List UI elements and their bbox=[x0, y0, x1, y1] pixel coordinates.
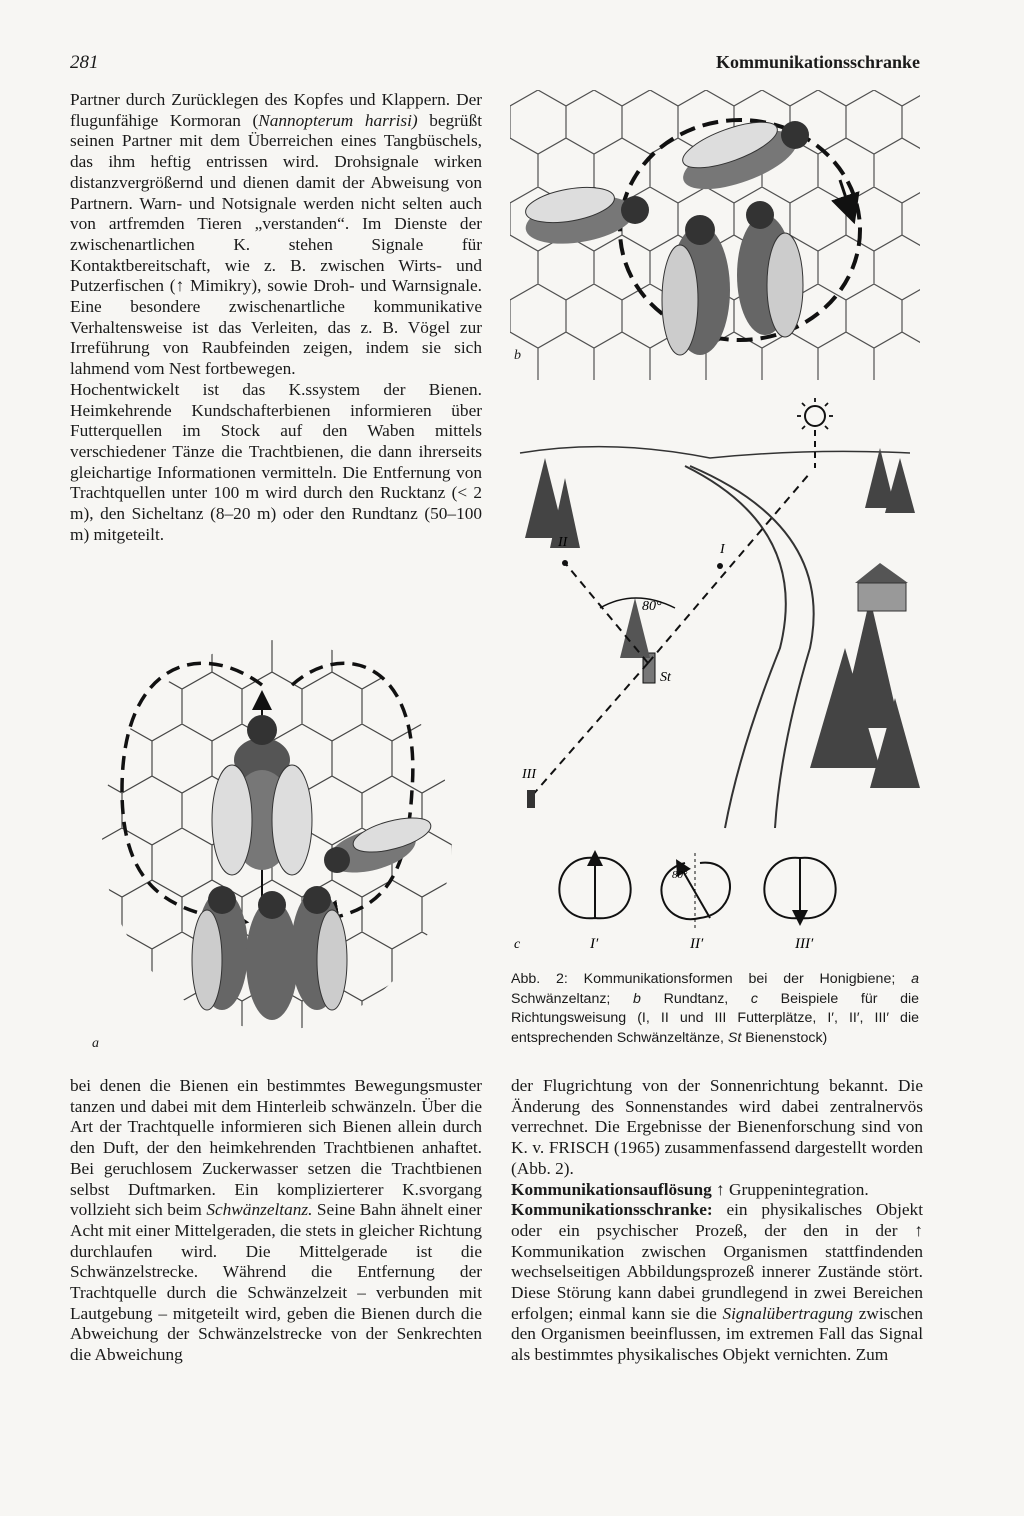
text-run: begrüßt seinen Partner mit dem Überreichen eines Tangbüschels, das ihm heftig entrissen wird. Drohsignale wirken distanzvergrößernd und dienen damit der Abweisung von Partnern. Warn- und Notsignale werden nicht selten auch von artfremden Tieren „verstanden“. Im Dienste der zwischenartlichen K. stehen Signale für Kontaktbereitschaft, wie z. B. zwischen Wirts- und Putzerfischen (↑ Mimikry), sowie Droh- und Warnsignale. Eine besondere zwischenartliche kommunikative Verhaltensweise ist das Verleiten, das z. B. Vögel zur Irreführung von Raubfeinden zeigen, indem sie sich lahmend vom Nest fortbewegen. bbox=[70, 110, 483, 379]
page-number: 281 bbox=[70, 52, 99, 73]
tree-icon bbox=[525, 458, 580, 548]
figure-landscape bbox=[510, 398, 920, 838]
figure-caption bbox=[511, 970, 919, 1048]
tree-icon bbox=[865, 448, 915, 513]
figure-waggle-dance bbox=[92, 620, 462, 1050]
panel-label-c: c bbox=[514, 937, 521, 952]
text-run: bei denen die Bienen ein bestimmtes Bewegungsmuster tanzen und dabei mit dem Hinterleib schwänzeln. Über die Art der Trachtquelle informieren sich Bienen allein durch den Duft, der den heimkehrenden Trachtbienen anhaftet. Bei geruchlosem Zuckerwasser setzen die Trachtbienen selbst Duftmarken. Ein komplizierterer K.svorgang vollzieht sich beim bbox=[70, 1076, 482, 1220]
text-run: Partner durch Zurücklegen des Kopfes und Klappern. Der flugunfähige Kormoran ( bbox=[70, 90, 482, 130]
angle-label: 80° bbox=[642, 599, 662, 614]
paragraph: der Flugrichtung von der Sonnenrichtung bekannt. Die Änderung des Sonnenstandes wird dabei zentralnervös verrechnet. Die Ergebnisse der Bienenforschung sind von K. v. FRISCH (1965) zusammenfassend dargestellt worden (Abb. 2). bbox=[511, 1076, 923, 1178]
column-left-bottom bbox=[70, 1076, 482, 1366]
text-run: Beispiele für die Richtungsweisung (I, II und III Futterplätze, I′, II′, III′ die entsprechenden Schwänzeltänze, bbox=[511, 990, 920, 1046]
dance-diagram bbox=[764, 858, 835, 919]
route-label: II bbox=[558, 535, 568, 550]
italic-text: Schwänzeltanz. bbox=[206, 1200, 313, 1220]
column-left-top bbox=[70, 90, 482, 545]
figure-dance-diagrams bbox=[510, 848, 920, 958]
text-run: Seine Bahn ähnelt einer Acht mit einer Mittelgeraden, die stets in gleicher Richtung durchlaufen wird. Die Mittelgerade ist die Schwänzelstrecke. Während die Entfernung der Trachtquelle durch die Schwänzelzeit – verbunden mit Lautgebung – mitgeteilt wird, geben die Bienen durch die Abweichung der Schwänzelstrecke von der Senkrechten die Abweichung bbox=[70, 1200, 482, 1365]
tree-icon bbox=[810, 598, 920, 788]
text-run: Rundtanz, bbox=[640, 990, 751, 1007]
dance-diagram bbox=[559, 858, 630, 919]
figure-round-dance bbox=[510, 90, 920, 390]
hut-icon bbox=[855, 563, 908, 611]
column-right-bottom bbox=[511, 1076, 923, 1366]
panel-label-b: b bbox=[514, 348, 521, 363]
paragraph bbox=[70, 90, 482, 380]
text-run: zwischen den Organismen beeinflussen, im extremen Fall das Signal als bestimmtes physikalisches Objekt vernichten. Zum bbox=[511, 1303, 923, 1365]
italic-text: St bbox=[727, 1029, 742, 1046]
paragraph: Hochentwickelt ist das K.ssystem der Bienen. Heimkehrende Kundschafterbienen informieren über Futterquellen im Stock auf den Waben mittels verschiedener Tänze die Trachtbienen, die dann ihrerseits gleichartige Informationen vermitteln. Die Entfernung von Trachtquellen unter 100 m wird durch den Rucktanz (< 2 m), den Sicheltanz (8–20 m) oder den Rundtanz (50–100 m) mitgeteilt. bbox=[70, 379, 482, 544]
paragraph bbox=[511, 1200, 923, 1366]
bold-term: Kommunikationsauflösung bbox=[511, 1179, 712, 1199]
dance-label: II′ bbox=[690, 936, 704, 952]
running-head: Kommunikationsschranke bbox=[715, 52, 920, 72]
text-run: ein physikalisches Objekt oder ein psychischer Prozeß, der den in der ↑ Kommunikation zwischen Organismen stattfindenden wechselseitigen Abbildungsprozeß innerer Zustände stört. Diese Störung kann dabei grundlegend in zwei Bereichen erfolgen; einmal kann sie die bbox=[511, 1200, 923, 1323]
dance-angle-label: 80° bbox=[672, 869, 688, 881]
paragraph bbox=[511, 1180, 923, 1201]
bee-group-icon bbox=[192, 886, 347, 1020]
text-run: Abb. 2: Kommunikationsformen bei der Honigbiene; bbox=[511, 971, 912, 987]
route-label: III bbox=[522, 767, 536, 782]
italic-text: Signalübertragung bbox=[722, 1303, 854, 1323]
route-label: I bbox=[720, 542, 725, 557]
text-run: Bienenstock) bbox=[741, 1029, 828, 1046]
italic-text: a bbox=[911, 971, 919, 987]
dance-label: I′ bbox=[590, 936, 599, 952]
hive-label: St bbox=[660, 670, 671, 685]
sun-icon bbox=[797, 398, 833, 434]
dance-diagram bbox=[661, 853, 730, 928]
bold-term: Kommunikationsschranke: bbox=[511, 1200, 713, 1220]
text-run: Schwänzeltanz; bbox=[511, 990, 634, 1007]
italic-text: c bbox=[750, 990, 758, 1007]
paragraph bbox=[70, 1076, 482, 1366]
italic-text: b bbox=[633, 990, 641, 1007]
dance-label: III′ bbox=[795, 936, 814, 952]
panel-label-a: a bbox=[92, 1036, 99, 1051]
italic-text: Nannopterum harrisi) bbox=[258, 110, 418, 130]
text-run: ↑ Gruppenintegration. bbox=[711, 1179, 869, 1199]
